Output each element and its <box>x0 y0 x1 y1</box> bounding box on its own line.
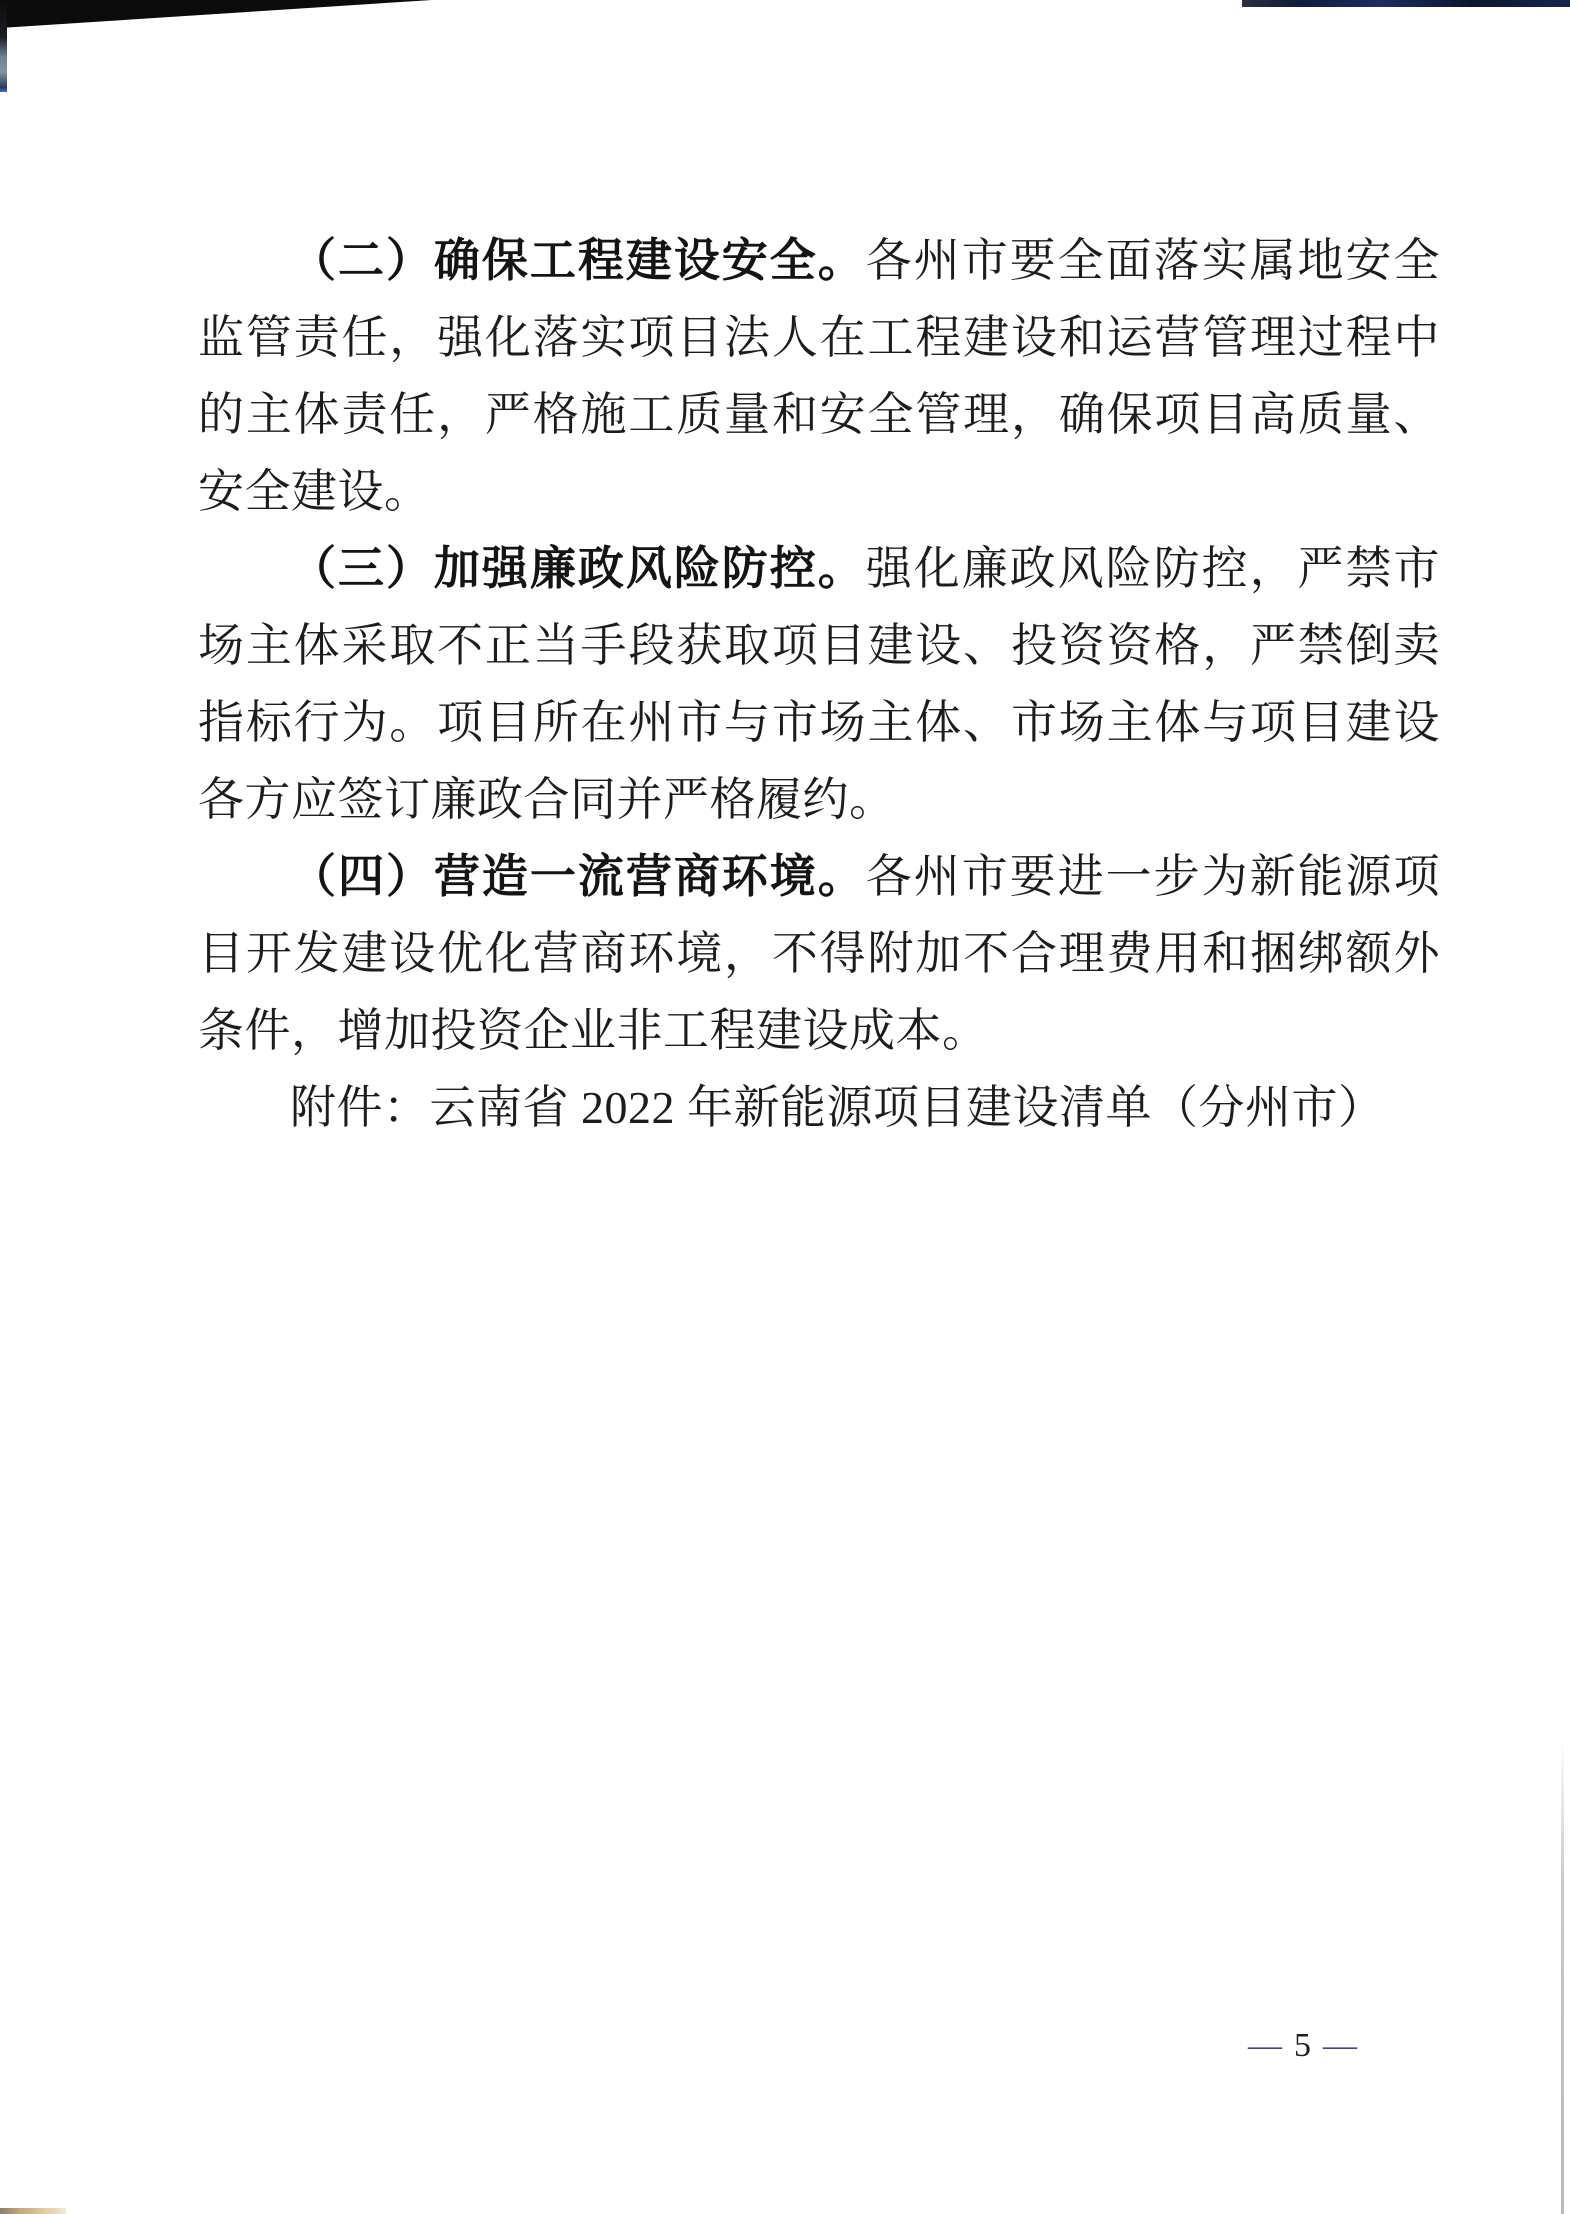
paragraph-section-2 <box>198 222 1440 530</box>
scan-artifact-right-edge-line <box>1561 1740 1564 2214</box>
paragraph-4-heading: （四）营造一流营商环境。 <box>290 851 866 902</box>
paragraph-3-text: 强化廉政风险防控，严禁市场主体采取不正当手段获取项目建设、投资资格，严禁倒卖指标行为。项目所在州市与市场主体、市场主体与项目建设各方应签订廉政合同并严格履约。 <box>198 543 1441 825</box>
page-number-left-dash: — <box>1248 2027 1284 2064</box>
page-number-footer <box>1238 2026 1369 2066</box>
paragraph-section-4 <box>198 838 1440 1069</box>
scan-artifact-top-right-strip <box>1242 0 1570 7</box>
paragraph-2-heading: （二）确保工程建设安全。 <box>290 235 866 286</box>
paragraph-4-text: 各州市要进一步为新能源项目开发建设优化营商环境，不得附加不合理费用和捆绑额外条件，增加投资企业非工程建设成本。 <box>198 851 1441 1056</box>
paragraph-3-heading: （三）加强廉政风险防控。 <box>290 543 866 594</box>
paragraph-2-text: 各州市要全面落实属地安全监管责任，强化落实项目法人在工程建设和运营管理过程中的主体责任，严格施工质量和安全管理，确保项目高质量、安全建设。 <box>198 235 1441 517</box>
attachment-reference-line: 附件：云南省 2022 年新能源项目建设清单（分州市） <box>290 1082 1385 1133</box>
scan-artifact-left-edge-strip <box>0 0 7 92</box>
paragraph-section-3 <box>198 530 1440 838</box>
scan-artifact-top-left-wedge <box>0 0 432 28</box>
page-number-value: 5 <box>1294 2027 1313 2064</box>
scan-artifact-bottom-left-strip <box>0 2208 66 2214</box>
page-number-right-dash: — <box>1323 2027 1359 2064</box>
document-text-body <box>198 222 1440 1146</box>
